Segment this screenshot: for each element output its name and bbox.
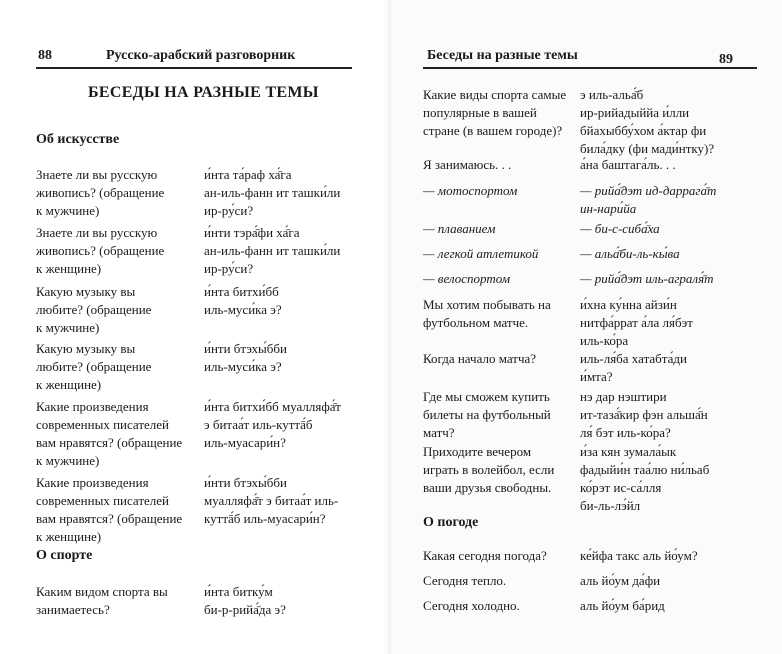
russian-phrase: — велоспортом xyxy=(423,271,511,286)
russian-phrase: — мотоспортом xyxy=(423,183,518,198)
arabic-transliteration: и́нта битхи́бб иль-муси́ка э? xyxy=(204,284,282,317)
arabic-transliteration: и́хна ку́нна айзи́н нитфа́ррат а́ла ля́бэт иль-ко́ра xyxy=(580,297,693,348)
arabic-transliteration: нэ дар нэштири ит-таза̄́кир фэн альша̄́н ля́ бэт иль-ко́ра? xyxy=(580,389,708,440)
running-head: Русско-арабский разговорник xyxy=(106,48,296,63)
header-rule xyxy=(423,67,757,69)
arabic-transliteration: и́нта битку́м би-р-рийа̄́да э? xyxy=(204,584,286,617)
russian-phrase: Какая сегодня погода? xyxy=(423,548,547,563)
arabic-transliteration: а́на баштага́ль. . . xyxy=(580,157,676,172)
russian-phrase: — плаванием xyxy=(423,221,496,236)
subsection-heading-weather: О погоде xyxy=(423,515,479,530)
right-page xyxy=(391,0,782,654)
russian-phrase: Я занимаюсь. . . xyxy=(423,157,512,172)
russian-phrase: Знаете ли вы русскую живопись? (обращение к женщине) xyxy=(36,225,165,276)
arabic-transliteration: и́нта та́раф ха̄́га ан-иль-фанн ит ташки́ли ир-ру́си? xyxy=(204,167,341,218)
russian-phrase: Где мы сможем купить билеты на футбольный матч? xyxy=(423,389,551,440)
russian-phrase: — легкой атлетикой xyxy=(423,246,539,261)
subsection-heading-sport: О спорте xyxy=(36,548,93,563)
page-number: 89 xyxy=(719,52,733,67)
page-number: 88 xyxy=(38,48,52,63)
russian-phrase: Какую музыку вы любите? (обращение к женщине) xyxy=(36,341,152,392)
header-rule xyxy=(36,67,352,69)
arabic-transliteration: и́нти бтэхы́бби иль-муси́ка э? xyxy=(204,341,287,374)
russian-phrase: Приходите вечером играть в волейбол, если ваши друзья свободны. xyxy=(423,444,555,495)
russian-phrase: Мы хотим побывать на футбольном матче. xyxy=(423,297,551,330)
russian-phrase: Какие произведения современных писателей вам нравятся? (обращение к женщине) xyxy=(36,475,183,544)
arabic-transliteration: и́нти тэра̄́фи ха̄́га ан-иль-фанн ит ташки́ли ир-ру́си? xyxy=(204,225,341,276)
russian-phrase: Знаете ли вы русскую живопись? (обращение к мужчине) xyxy=(36,167,165,218)
russian-phrase: Какие произведения современных писателей вам нравятся? (обращение к мужчине) xyxy=(36,399,183,468)
running-head: Беседы на разные темы xyxy=(427,48,578,63)
arabic-transliteration: и́нта битхи́бб муалляфа̄́т э битаа́т иль-куттā́б иль-муасари́н? xyxy=(204,399,341,450)
arabic-transliteration: э иль-альа̄́б ир-рийадыййа и́лли бйахыббу́хом а́ктар фи била́дку (фи мади́нтку)? xyxy=(580,87,715,156)
arabic-transliteration: иль-ля́ба хатабта́ди и́мта? xyxy=(580,351,687,384)
arabic-transliteration: аль йо́ум ба́рид xyxy=(580,598,665,613)
arabic-transliteration: и́нти бтэхы́бби муалляфа̄́т э битаа́т иль- куттā́б иль-муасари́н? xyxy=(204,475,339,526)
russian-phrase: Какую музыку вы любите? (обращение к мужчине) xyxy=(36,284,152,335)
section-title: БЕСЕДЫ НА РАЗНЫЕ ТЕМЫ xyxy=(88,84,319,101)
arabic-transliteration: аль йо́ум да́фи xyxy=(580,573,661,588)
arabic-transliteration: — рийа̄́дэт иль-аграля̄́т xyxy=(580,271,714,286)
arabic-transliteration: — альа̄́би-ль-кы́ва xyxy=(580,246,680,261)
russian-phrase: Сегодня холодно. xyxy=(423,598,520,613)
arabic-transliteration: ке́йфа такс аль йо́ум? xyxy=(580,548,698,563)
arabic-transliteration: — рийа̄́дэт ид-даррага̄́т ин-нари́йа xyxy=(580,183,717,216)
russian-phrase: Каким видом спорта вы занимаетесь? xyxy=(36,584,168,617)
russian-phrase: Когда начало матча? xyxy=(423,351,537,366)
arabic-transliteration: и́за кян зумала́ык фадыйи́н таа́лю ни́льаб ко́рэт ис-са́лля би-ль-лэ́йл xyxy=(580,444,710,513)
russian-phrase: Какие виды спорта самые популярные в вашей стране (в вашем городе)? xyxy=(423,87,567,138)
arabic-transliteration: — би-с-сиба̄́ха xyxy=(580,221,660,236)
russian-phrase: Сегодня тепло. xyxy=(423,573,507,588)
subsection-heading-art: Об искусстве xyxy=(36,132,120,147)
